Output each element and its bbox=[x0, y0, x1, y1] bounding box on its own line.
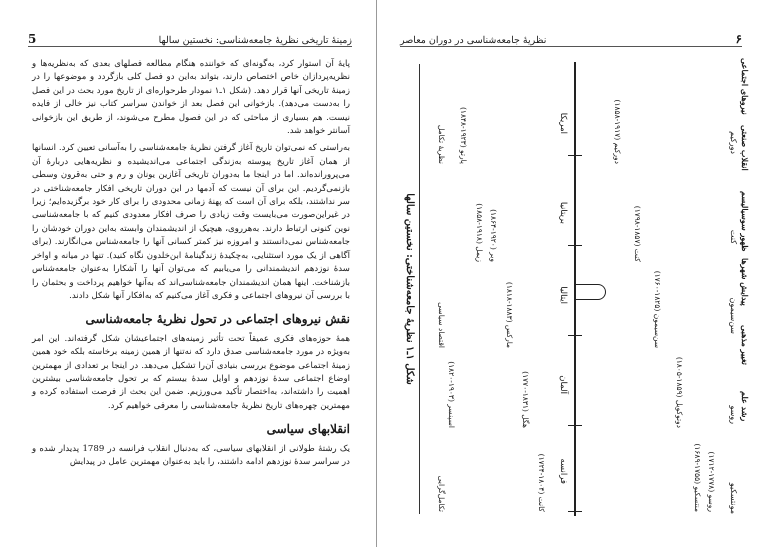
row-label: پیدایش شهرها bbox=[740, 258, 750, 306]
row-label: نیروهای اجتماعی bbox=[740, 58, 750, 115]
column-head: کنت bbox=[729, 229, 738, 244]
timeline-entry: سن‌سیمون (۱۸۲۵-۱۷۶۰) bbox=[653, 270, 662, 348]
right-running-header bbox=[400, 28, 742, 47]
paragraph: پایهٔ آن استوار کرد، به‌گونه‌ای که خواننده هنگام مطالعه فصلهای بعدی که به‌نظریه‌ها و نظریه‌پردازان خاص اختصاص دارند، بتواند به‌این دو فصل کلی بازگردد و موضوعها را در زمینهٔ تاریخی آنها قرار دهد. (شکل ۱ـ۱ نمودار طرحواره‌ای از تاریخ مورد بحث در این فصل را به‌دست می‌دهد). بازخوانی این فصل بعد از خواندن سراسر کتاب نیز خالی از فایده نیست. هم بسیاری از مباحثی که در این فصول مطرح می‌شوند، از طریق این بازخوانی آسانتر خواهد شد. bbox=[32, 59, 351, 137]
timeline-entry: اقتصاد سیاسی bbox=[437, 302, 446, 348]
paragraph: همهٔ حوزه‌های فکری عمیقاً تحت تأثیر زمینه‌های اجتماعیشان شکل گرفته‌اند. این امر به‌ویژه در مورد جامعه‌شناسی صدق دارد که نه‌تنها از همین زمینه برخاسته بلکه خود همین زمینهٔ اجتماعی موضوع بررسی بنیادی آن‌را تشکیل می‌دهد. در اینجا بر تعدادی از مهمترین اوضاع اجتماعی سدهٔ نوزدهم و اوایل سدهٔ بیستم که بر تحول جامعه‌شناسی بیشترین اهمیت را داشته‌اند، به‌اختصار تأکید می‌ورزیم. ضمن این بحث از فرصت استفاده کرده و مهمترین چهره‌های تاریخ نظریهٔ جامعه‌شناسی را معرفی خواهیم کرد. bbox=[32, 333, 350, 411]
left-running-head-text: زمینهٔ تاریخی نظریهٔ جامعه‌شناسی: نخستین سالها bbox=[158, 35, 352, 46]
book-gutter bbox=[376, 0, 377, 547]
left-page bbox=[14, 18, 366, 530]
row-label: ظهور سوسیالیسم bbox=[740, 191, 750, 252]
timeline-entry: منتسکیو (۱۷۵۵-۱۶۸۹) bbox=[693, 443, 702, 512]
row-label: انقلاب صنعتی bbox=[740, 124, 750, 171]
timeline-entry: روسو (۱۷۷۸-۱۷۱۲) bbox=[707, 451, 716, 512]
era-label: فرانسه bbox=[558, 458, 568, 484]
timeline-entry: تکامل‌گرایی bbox=[437, 475, 446, 512]
timeline-entry: زیمل (۱۹۱۸-۱۸۵۸) bbox=[475, 203, 484, 262]
left-body-text bbox=[32, 58, 350, 473]
row-label: تغییر مذهبی bbox=[740, 324, 750, 365]
column-head: سن‌سیمون bbox=[729, 297, 738, 334]
left-page-number: 5 bbox=[28, 32, 37, 46]
timeline-tick bbox=[568, 511, 582, 512]
era-label: ایتالیا bbox=[558, 286, 568, 304]
rotated-figure bbox=[396, 54, 746, 524]
timeline-entry: وبر (۱۹۲۰-۱۸۶۴) bbox=[489, 209, 498, 262]
figure-caption: شکل ۱ـ۱ نظریهٔ جامعه‌شناختی: نخستین سالها bbox=[404, 64, 420, 514]
row-label-strip bbox=[730, 58, 750, 458]
right-page bbox=[386, 18, 756, 530]
column-head: دورکیم bbox=[729, 131, 738, 154]
timeline-bracket-mark bbox=[575, 284, 606, 300]
paragraph: به‌راستی که نمی‌توان تاریخ آغاز گرفتن نظریهٔ جامعه‌شناسی را به‌آسانی تعیین کرد. انسانها از همان آغاز تاریخ پیوسته به‌زندگی اجتماعی می‌اندیشیده و نظریه‌هایی دربارهٔ آن می‌پرورانده‌اند. اما در اینجا ما به‌دوران تاریخی آغازین یونان و رم و حتی به‌قرون وسطی بازنمی‌گردیم. این برای آن نیست که آدمها در این دوران تاریخی افکار جامعه‌شناختی در سر نداشتند، بلکه برای آن است که پهنهٔ زمانی محدودی را برای کار خود برگزیده‌ایم؛ زیرا در غیراین‌صورت می‌بایست وقت زیادی را صرف افکار معدودی کنیم که با جامعه‌شناسی نوین کنونی ارتباط دارند. به‌هرروی، هیچیک از اندیشمندان وابسته به‌این دوران خودشان را جامعه‌شناس نمی‌دانستند و امروزه نیز کمتر کسانی آنها را جامعه‌شناس می‌انگارند. (برای آگاهی از یک مورد استثنایی، به‌چکیدهٔ زندگینامهٔ ابن‌خلدون نگاه کنید). تنها در میانه و اواخر سدهٔ نوزدهم اندیشمندانی را می‌یابیم که می‌توان آنها را آشکارا به‌عنوان جامعه‌شناس بازشناخت. اینها همان اندیشمندان جامعه‌شناسی‌اند که به‌آنها خواهیم پرداخت و بحثمان را با بررسی آن نیروهای اجتماعی و فکری آغاز می‌کنیم که به‌افکار آنها شکل دادند. bbox=[32, 143, 350, 301]
timeline-tick bbox=[568, 335, 582, 336]
timeline-axis bbox=[574, 62, 576, 516]
left-running-header bbox=[28, 28, 352, 47]
column-head: روسو bbox=[729, 405, 738, 424]
timeline-tick bbox=[568, 245, 582, 246]
timeline-tick bbox=[568, 425, 582, 426]
timeline-entry: اسپنسر (۱۹۰۳-۱۸۲۰) bbox=[447, 361, 456, 428]
column-head: مونتسکیو bbox=[729, 482, 738, 514]
paragraph: یک رشتهٔ طولانی از انقلابهای سیاسی، که به‌دنبال انقلاب فرانسه در 1789 پدیدار شده و در سراسر سدهٔ نوزدهم ادامه داشتند، را باید به‌عنوان مهمترین عامل در پیدایش bbox=[32, 443, 350, 467]
timeline-entry: هگل (۱۸۳۱-۱۷۷۰) bbox=[521, 371, 530, 428]
figure-frame bbox=[396, 54, 746, 524]
timeline-entry: دوتوکویل (۱۸۵۹-۱۸۰۵) bbox=[675, 356, 684, 428]
era-label: آلمان bbox=[558, 375, 568, 394]
section-heading: نقش نیروهای اجتماعی در تحول نظریهٔ جامعه‌شناسی bbox=[85, 312, 350, 327]
timeline-entry: کانت (۱۸۰۴-۱۷۲۴) bbox=[537, 453, 546, 512]
timeline-tick bbox=[568, 155, 582, 156]
row-label: رشد علم bbox=[740, 391, 750, 422]
right-page-number: ۶ bbox=[735, 32, 742, 46]
era-label: امریکا bbox=[558, 112, 568, 134]
timeline-entry: کنت (۱۸۵۷-۱۷۹۸) bbox=[633, 205, 642, 262]
right-running-head-text: نظریهٔ جامعه‌شناسی در دوران معاصر bbox=[400, 35, 547, 46]
timeline-entry: دورکیم (۱۹۱۷-۱۸۵۸) bbox=[613, 99, 622, 164]
era-label: بریتانیا bbox=[558, 201, 568, 224]
timeline-entry: نظریهٔ تکامل bbox=[437, 124, 446, 164]
section-heading: انقلابهای سیاسی bbox=[266, 422, 350, 437]
timeline-entry: پارتو (۱۹۲۳-۱۸۴۸) bbox=[459, 106, 468, 164]
timeline-entry: مارکس (۱۸۸۳-۱۸۱۸) bbox=[505, 281, 514, 348]
